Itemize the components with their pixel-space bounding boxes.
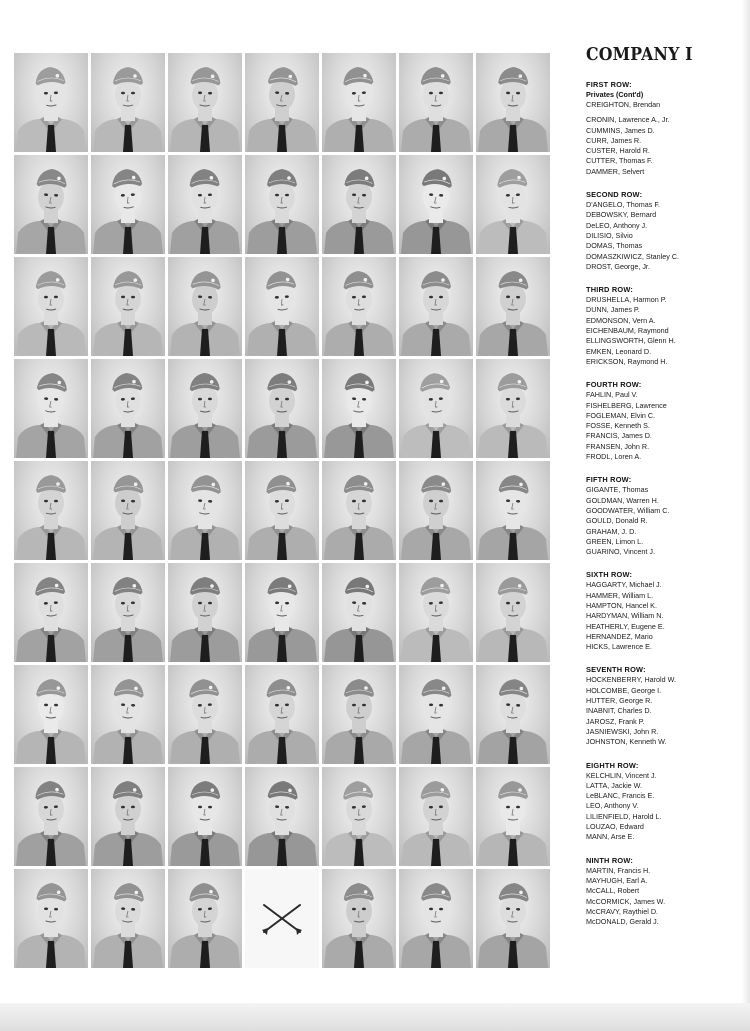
roster-name: LeBLANC, Francis E. [586, 791, 655, 801]
soldier-portrait [322, 53, 396, 152]
soldier-portrait [14, 53, 88, 152]
soldier-portrait [476, 53, 550, 152]
roster-name: CUSTER, Harold R. [586, 146, 650, 156]
soldier-portrait [322, 257, 396, 356]
roster-name: CRONIN, Lawrence A., Jr. [586, 115, 670, 125]
name-list [586, 866, 746, 928]
soldier-portrait [14, 155, 88, 254]
soldier-portrait [399, 53, 473, 152]
soldier-portrait [168, 461, 242, 560]
roster-name: HARDYMAN, William N. [586, 611, 664, 621]
roster-row-block [586, 190, 746, 272]
soldier-portrait [91, 53, 165, 152]
roster-name: HICKS, Lawrence E. [586, 642, 652, 652]
roster-name: DRUSHELLA, Harmon P. [586, 295, 667, 305]
name-list [586, 485, 746, 557]
roster-name: LILIENFIELD, Harold L. [586, 811, 662, 821]
row-subheading: Privates (Cont'd) [586, 90, 644, 99]
roster-name: GOLDMAN, Warren H. [586, 495, 659, 505]
roster-name: GUARINO, Vincent J. [586, 547, 655, 557]
row-heading: SECOND ROW: [586, 190, 643, 200]
roster-name: ELLINGSWORTH, Glenn H. [586, 336, 676, 346]
roster-name: INABNIT, Charles D. [586, 706, 652, 716]
soldier-portrait [14, 665, 88, 764]
row-heading: FIRST ROW: [586, 80, 632, 89]
roster-name: LEO, Anthony V. [586, 801, 639, 811]
soldier-portrait [476, 461, 550, 560]
soldier-portrait [14, 359, 88, 458]
roster-name: CURR, James R. [586, 135, 642, 145]
row-heading: NINTH ROW: [586, 855, 634, 865]
roster-name: McCORMICK, James W. [586, 896, 666, 906]
roster-name: MAYHUGH, Earl A. [586, 875, 648, 885]
soldier-portrait [399, 665, 473, 764]
roster-column [586, 44, 746, 940]
soldier-portrait [245, 563, 319, 662]
roster-name: ERICKSON, Raymond H. [586, 356, 668, 366]
soldier-portrait [14, 767, 88, 866]
roster-name: HEATHERLY, Eugene E. [586, 621, 665, 631]
soldier-portrait [91, 257, 165, 356]
portrait-grid [14, 53, 550, 972]
name-list [586, 200, 746, 272]
roster-name: DeLEO, Anthony J. [586, 220, 648, 230]
roster-name: DEBOWSKY, Bernard [586, 210, 657, 220]
soldier-portrait [322, 461, 396, 560]
roster-name: JAROSZ, Frank P. [586, 716, 645, 726]
roster-name: DROST, George, Jr. [586, 261, 650, 271]
soldier-portrait [168, 563, 242, 662]
name-list [586, 675, 746, 747]
roster-name: FISHELBERG, Lawrence [586, 400, 667, 410]
soldier-portrait [476, 665, 550, 764]
name-list [586, 100, 746, 177]
soldier-portrait [91, 869, 165, 968]
soldier-portrait [91, 767, 165, 866]
roster-name: GIGANTE, Thomas [586, 485, 649, 495]
roster-name: GRAHAM, J. D. [586, 526, 637, 536]
roster-name: FOGLEMAN, Elvin C. [586, 410, 656, 420]
roster-name: LATTA, Jackie W. [586, 780, 643, 790]
roster-row-block [586, 761, 746, 843]
soldier-portrait [14, 461, 88, 560]
roster-row-block [586, 856, 746, 928]
soldier-portrait [322, 155, 396, 254]
roster-name: EICHENBAUM, Raymond [586, 326, 669, 336]
soldier-portrait [399, 869, 473, 968]
roster-name: MARTIN, Francis H. [586, 865, 651, 875]
roster-name: KELCHLIN, Vincent J. [586, 770, 657, 780]
roster-name: HAGGARTY, Michael J. [586, 580, 662, 590]
name-list [586, 580, 746, 652]
soldier-portrait [399, 359, 473, 458]
soldier-portrait [476, 257, 550, 356]
soldier-portrait [14, 563, 88, 662]
row-heading: FOURTH ROW: [586, 380, 642, 390]
roster-name: CUMMINS, James D. [586, 125, 655, 135]
roster-name: GOULD, Donald R. [586, 516, 648, 526]
soldier-portrait [91, 359, 165, 458]
soldier-portrait [245, 359, 319, 458]
soldier-portrait [245, 257, 319, 356]
soldier-portrait [476, 359, 550, 458]
roster-name: HAMMER, William L. [586, 590, 654, 600]
soldier-portrait [168, 53, 242, 152]
roster-name: JOHNSTON, Kenneth W. [586, 737, 667, 747]
soldier-portrait [476, 563, 550, 662]
roster-name: D'ANGELO, Thomas F. [586, 200, 660, 210]
roster-name: McDONALD, Gerald J. [586, 917, 659, 927]
soldier-portrait [245, 461, 319, 560]
roster-name: LOUZAO, Edward [586, 822, 644, 832]
soldier-portrait [168, 155, 242, 254]
roster-name: MANN, Arse E. [586, 832, 635, 842]
roster-name: HUTTER, George R. [586, 696, 653, 706]
roster-name: McCALL, Robert [586, 886, 640, 896]
roster-name: FRODL, Loren A. [586, 452, 642, 462]
row-heading: EIGHTH ROW: [586, 760, 639, 770]
soldier-portrait [168, 767, 242, 866]
soldier-portrait [14, 257, 88, 356]
soldier-portrait [322, 767, 396, 866]
roster-name: HAMPTON, Hancel K. [586, 600, 657, 610]
soldier-portrait [399, 257, 473, 356]
soldier-portrait [168, 257, 242, 356]
roster-name: CREIGHTON, Brendan [586, 100, 661, 109]
soldier-portrait [91, 563, 165, 662]
row-heading: SIXTH ROW: [586, 570, 633, 580]
roster-name: JASNIEWSKI, John R. [586, 726, 659, 736]
roster-name: DUNN, James P. [586, 305, 640, 315]
row-heading: THIRD ROW: [586, 285, 634, 295]
roster-name: DOMASZKIWICZ, Stanley C. [586, 251, 680, 261]
roster-row-block [586, 80, 746, 177]
name-list [586, 295, 746, 367]
roster-name: GOODWATER, William C. [586, 505, 670, 515]
soldier-portrait [476, 767, 550, 866]
roster-name: DOMAS, Thomas [586, 241, 643, 251]
roster-name: DILISIO, Silvio [586, 230, 633, 240]
soldier-portrait [245, 767, 319, 866]
page-title: COMPANY I [586, 45, 693, 65]
row-heading: FIFTH ROW: [586, 475, 632, 485]
roster-row-block [586, 380, 746, 462]
soldier-portrait [399, 767, 473, 866]
roster-name: FAHLIN, Paul V. [586, 390, 638, 400]
roster-name: EMKEN, Leonard D. [586, 346, 652, 356]
roster-name: HOLCOMBE, George I. [586, 685, 662, 695]
roster-row-block [586, 285, 746, 367]
soldier-portrait [91, 461, 165, 560]
roster-name: FRANCIS, James D. [586, 431, 652, 441]
row-heading: SEVENTH ROW: [586, 665, 646, 675]
roster-name: HERNANDEZ, Mario [586, 631, 653, 641]
roster-name: CUTTER, Thomas F. [586, 156, 653, 166]
soldier-portrait [245, 53, 319, 152]
roster-name: EDMONSON, Vern A. [586, 315, 656, 325]
soldier-portrait [322, 563, 396, 662]
soldier-portrait [91, 665, 165, 764]
roster-name: FRANSEN, John R. [586, 441, 650, 451]
soldier-portrait [476, 869, 550, 968]
scan-bottom-edge [0, 1003, 750, 1031]
soldier-portrait [322, 665, 396, 764]
soldier-portrait [399, 155, 473, 254]
soldier-portrait [322, 869, 396, 968]
soldier-portrait [168, 359, 242, 458]
roster-rows [586, 80, 746, 927]
soldier-portrait [91, 155, 165, 254]
roster-name: McCRAVY, Raythiel D. [586, 906, 659, 916]
roster-row-block [586, 570, 746, 652]
soldier-portrait [168, 869, 242, 968]
roster-row-block [586, 475, 746, 557]
name-list [586, 390, 746, 462]
roster-row-block [586, 665, 746, 747]
soldier-portrait [399, 461, 473, 560]
roster-name: GREEN, Limon L. [586, 536, 644, 546]
name-list [586, 771, 746, 843]
soldier-portrait [168, 665, 242, 764]
soldier-portrait [399, 563, 473, 662]
roster-name: HOCKENBERRY, Harold W. [586, 675, 677, 685]
soldier-portrait [476, 155, 550, 254]
soldier-portrait [14, 869, 88, 968]
roster-name: DAMMER, Selvert [586, 166, 645, 176]
crossed-rifles-icon [245, 869, 319, 968]
soldier-portrait [245, 665, 319, 764]
soldier-portrait [245, 155, 319, 254]
roster-name: FOSSE, Kenneth S. [586, 421, 650, 431]
soldier-portrait [322, 359, 396, 458]
